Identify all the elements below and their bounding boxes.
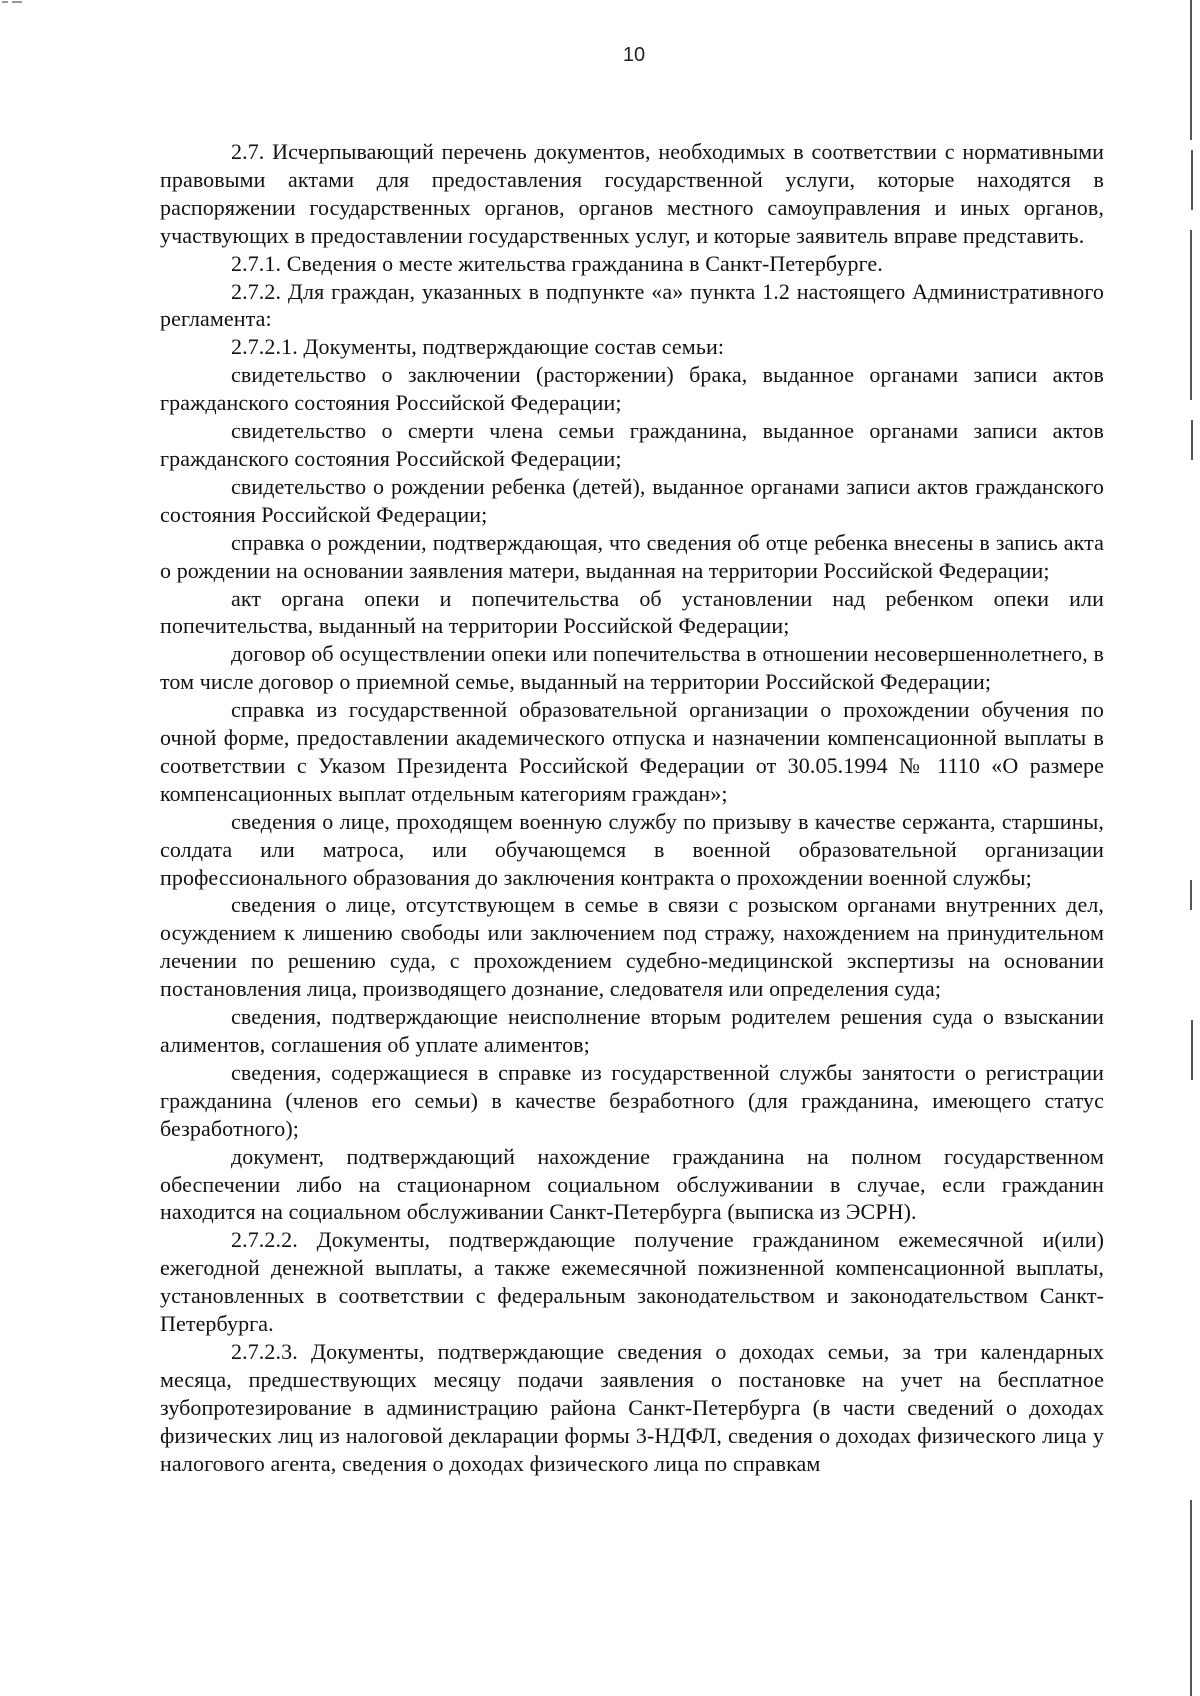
list-item-guardianship-act: акт органа опеки и попечительства об установлении над ребенком опеки или попечительства, выданный на территории Российской Федерации; xyxy=(160,585,1104,639)
page-number: 10 xyxy=(622,44,646,66)
scan-edge-shadow xyxy=(1182,0,1200,1696)
list-item-alimony: сведения, подтверждающие неисполнение вторым родителем решения суда о взыскании алиментов, соглашения об уплате алиментов; xyxy=(160,1004,1104,1057)
paragraph-2-7-2-2: 2.7.2.2. Документы, подтверждающие получение гражданином ежемесячной и(или) ежегодной денежной выплаты, а также ежемесячной пожизненной компенсационной выплаты, установленных в соответствии с федеральным законодательством и законодательством Санкт-Петербурга. xyxy=(160,1227,1104,1337)
list-item-education-reference: справка из государственной образовательной организации о прохождении обучения по очной форме, предоставлении академического отпуска и назначении компенсационной выплаты в соответствии с Указом Президента Российской Федерации от 30.05.1994 № 1110 «О размере компенсационных выплат отдельным категориям граждан»; xyxy=(160,697,1104,806)
document-body xyxy=(160,138,1104,1478)
paragraph-2-7-2-1: 2.7.2.1. Документы, подтверждающие состав семьи: xyxy=(231,334,725,360)
paragraph-2-7-2: 2.7.2. Для граждан, указанных в подпункте «а» пункта 1.2 настоящего Административного регламента: xyxy=(160,278,1104,332)
paragraph-2-7-2-3: 2.7.2.3. Документы, подтверждающие сведения о доходах семьи, за три календарных месяца, предшествующих месяцу подачи заявления о постановке на учет на бесплатное зубопротезирование в администрацию района Санкт-Петербурга (в части сведений о доходах физических лиц из налоговой декларации формы 3-НДФЛ, сведения о доходах физического лица у налогового агента, сведения о доходах физического лица по справкам xyxy=(160,1338,1104,1476)
paragraph-2-7-1: 2.7.1. Сведения о месте жительства гражданина в Санкт-Петербурге. xyxy=(231,250,883,276)
list-item-unemployment: сведения, содержащиеся в справке из государственной службы занятости о регистрации гражданина (членов его семьи) в качестве безработного (для гражданина, имеющего статус безработного); xyxy=(160,1059,1104,1141)
list-item-birth-certificate: свидетельство о рождении ребенка (детей), выданное органами записи актов гражданского состояния Российской Федерации; xyxy=(160,473,1104,527)
list-item-guardianship-agreement: договор об осуществлении опеки или попечительства в отношении несовершеннолетнего, в том числе договор о приемной семье, выданный на территории Российской Федерации; xyxy=(160,641,1104,695)
paragraph-2-7: 2.7. Исчерпывающий перечень документов, необходимых в соответствии с нормативными правовыми актами для предоставления государственной услуги, которые находятся в распоряжении государственных органов, органов местного самоуправления и иных органов, участвующих в предоставлении государственных услуг, и которые заявитель вправе представить. xyxy=(160,139,1104,248)
list-item-death-certificate: свидетельство о смерти члена семьи гражданина, выданное органами записи актов гражданского состояния Российской Федерации; xyxy=(160,418,1104,471)
list-item-absent-person: сведения о лице, отсутствующем в семье в связи с розыском органами внутренних дел, осуждением к лишению свободы или заключением под стражу, нахождением на принудительном лечении по решению суда, с прохождением судебно-медицинской экспертизы на основании постановления лица, производящего дознание, следователя или определения суда; xyxy=(160,892,1104,1002)
list-item-marriage-certificate: свидетельство о заключении (расторжении) брака, выданное органами записи актов гражданского состояния Российской Федерации; xyxy=(160,362,1104,416)
list-item-social-service: документ, подтверждающий нахождение гражданина на полном государственном обеспечении либо на стационарном социальном обслуживании в случае, если гражданин находится на социальном обслуживании Санкт-Петербурга (выписка из ЭСРН). xyxy=(160,1143,1104,1225)
scan-corner-mark xyxy=(0,0,30,6)
list-item-military-service: сведения о лице, проходящем военную службу по призыву в качестве сержанта, старшины, солдата или матроса, или обучающемся в военной образовательной организации профессионального образования до заключения контракта о прохождении военной службы; xyxy=(160,808,1104,890)
list-item-birth-reference: справка о рождении, подтверждающая, что сведения об отце ребенка внесены в запись акта о рождении на основании заявления матери, выданная на территории Российской Федерации; xyxy=(160,529,1104,583)
